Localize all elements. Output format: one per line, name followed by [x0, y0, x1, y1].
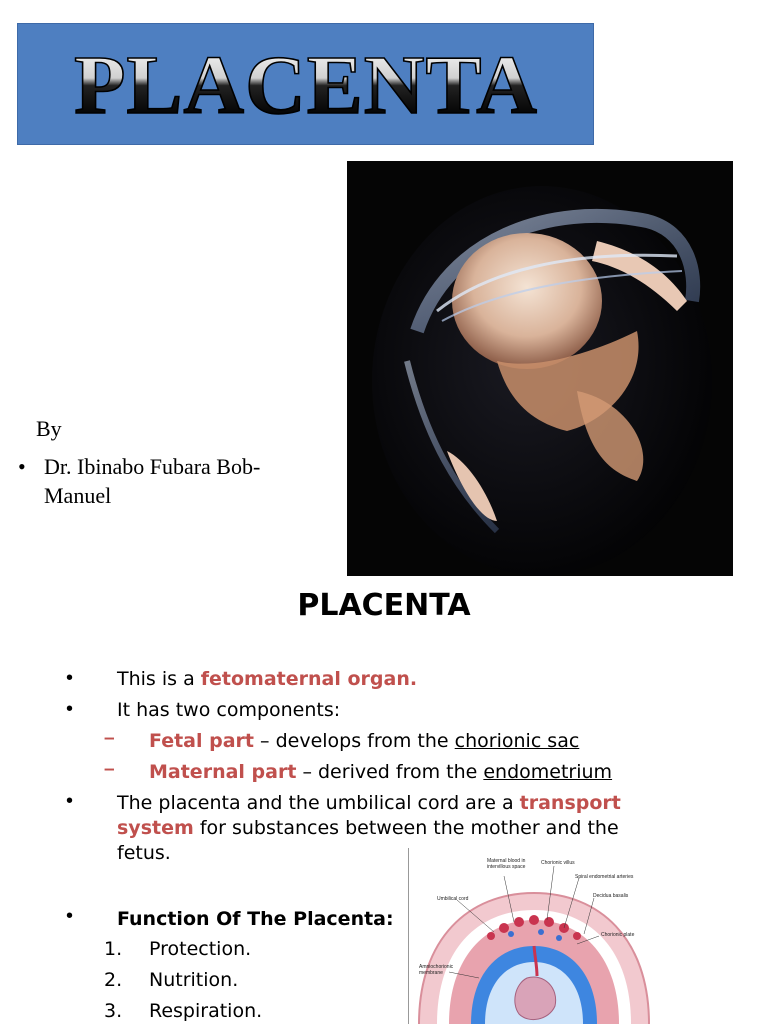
dash-icon: –	[104, 759, 115, 780]
diagram-label: Chorionic plate	[601, 932, 635, 938]
sub-text: – develops from the	[254, 730, 455, 752]
highlight-text: fetomaternal organ.	[200, 668, 418, 690]
placenta-diagram	[408, 848, 659, 1024]
bullet-transport-line3: fetus.	[117, 842, 171, 864]
bullet-icon: •	[66, 698, 74, 720]
function-item-nutrition	[104, 968, 239, 993]
sub-text: – derived from the	[296, 761, 484, 783]
bullet-text: This is a	[117, 668, 201, 690]
title-wordart	[46, 39, 566, 129]
bullet-icon: •	[66, 905, 74, 927]
bullet-text: The placenta and the umbilical cord are a	[117, 792, 520, 814]
diagram-label: Umbilical cord	[437, 896, 469, 902]
diagram-label: intervillous space	[487, 864, 526, 870]
dash-icon: –	[104, 728, 115, 749]
highlight-text: Maternal part	[149, 761, 297, 783]
sub-fetal-part	[149, 729, 579, 754]
bullet-icon: •	[66, 667, 74, 689]
list-label: Respiration.	[149, 1000, 263, 1022]
list-label: Protection.	[149, 938, 252, 960]
author-text: Dr. Ibinabo Fubara Bob-Manuel	[44, 454, 261, 508]
fetus-photo	[347, 161, 733, 576]
function-item-protection	[104, 937, 252, 962]
title-banner	[17, 23, 594, 145]
list-number: 3.	[104, 1000, 123, 1022]
bullet-components: It has two components:	[117, 699, 341, 721]
highlight-text: system	[117, 817, 194, 839]
bullet-transport-line2	[117, 816, 619, 841]
diagram-label: Amniochorionic	[419, 964, 454, 970]
author-name	[18, 452, 318, 510]
highlight-text: transport	[519, 792, 621, 814]
slide1-title: PLACENTA	[73, 39, 538, 129]
list-number: 2.	[104, 969, 123, 991]
slide2-title: PLACENTA	[297, 588, 471, 623]
diagram-label: Decidua basalis	[593, 893, 629, 899]
diagram-label: Chorionic villus	[541, 860, 575, 866]
sub-maternal-part	[149, 760, 612, 785]
underlined-text: chorionic sac	[454, 730, 580, 752]
function-item-respiration	[104, 999, 263, 1024]
bullet-text: for substances between the mother and the	[193, 817, 619, 839]
bullet-icon: •	[18, 454, 26, 479]
highlight-text: Fetal part	[149, 730, 255, 752]
byline-label: By	[36, 416, 62, 441]
diagram-label: Maternal blood in	[487, 858, 526, 864]
underlined-text: endometrium	[483, 761, 613, 783]
diagram-label: Spiral endometrial arteries	[575, 874, 634, 880]
diagram-label: membrane	[419, 970, 443, 976]
bullet-icon: •	[66, 790, 74, 812]
bullet-fetomaternal	[117, 667, 417, 692]
list-label: Nutrition.	[149, 969, 239, 991]
function-heading: Function Of The Placenta:	[117, 908, 394, 930]
bullet-transport-line1	[117, 791, 621, 816]
list-number: 1.	[104, 938, 123, 960]
